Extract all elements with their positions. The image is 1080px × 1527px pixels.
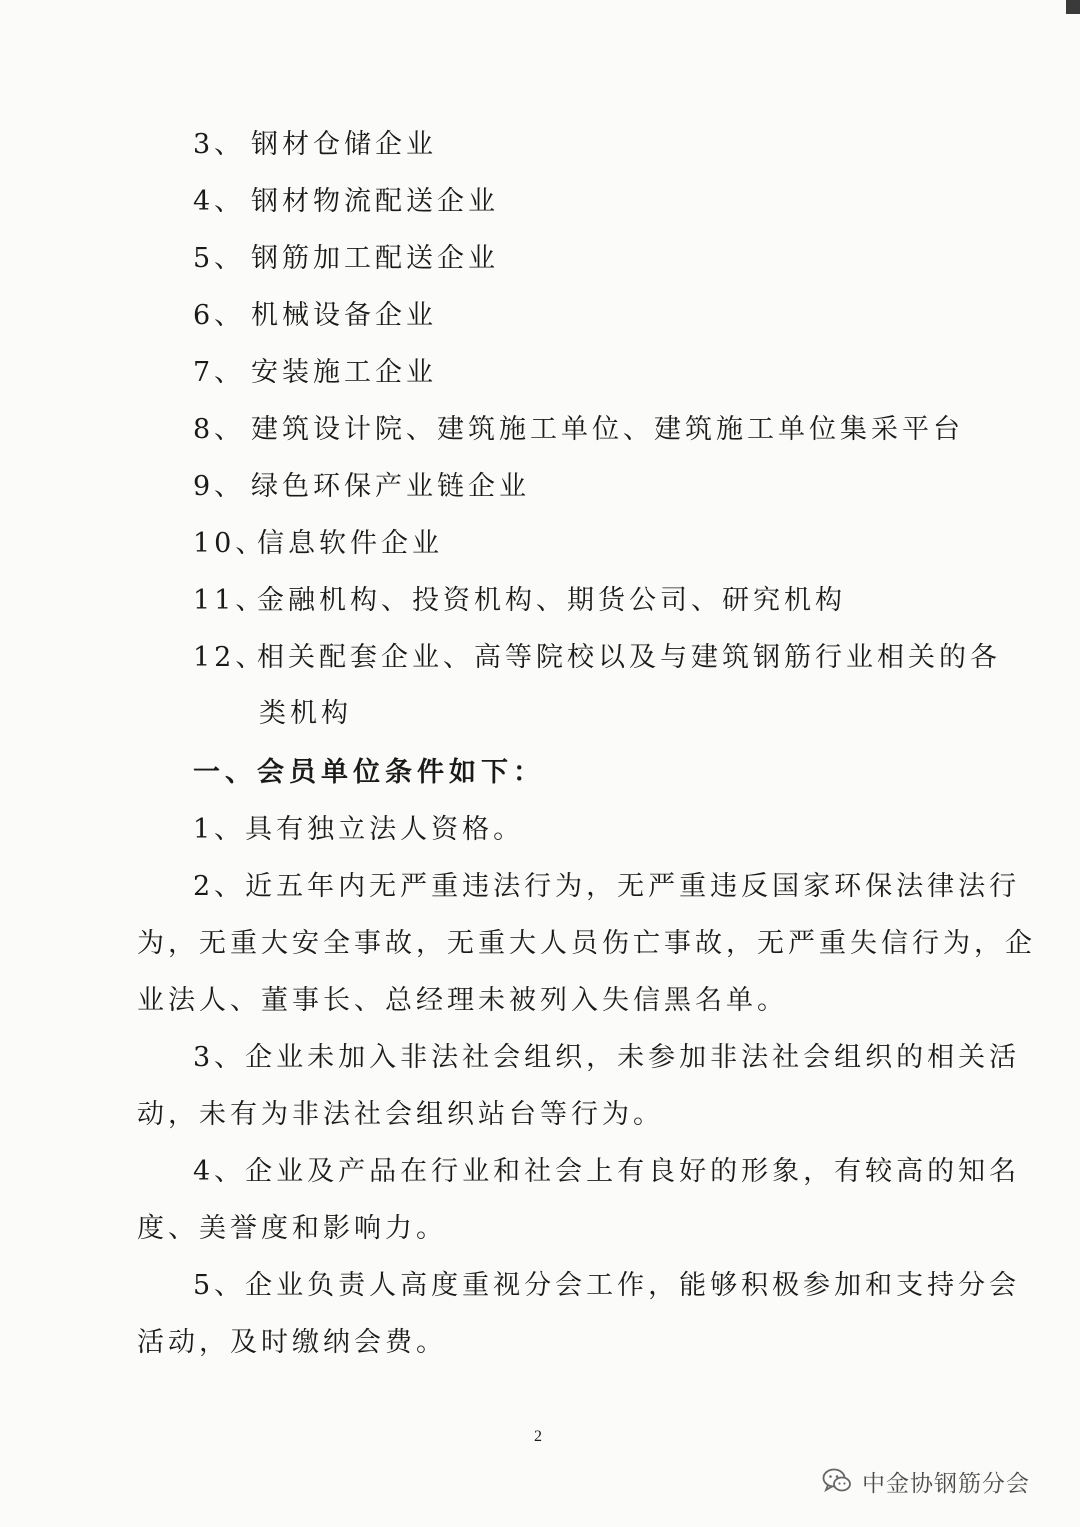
paragraph-line: 业法人、董事长、总经理未被列入失信黑名单。 [137,985,788,1016]
list-item-text: 绿色环保产业链企业 [251,471,530,502]
list-item-number: 9、 [193,471,246,502]
list-item [193,128,437,162]
paragraph-line: 3、企业未加入非法社会组织，未参加非法社会组织的相关活 [193,1042,1021,1073]
list-item-text: 机械设备企业 [251,300,437,331]
paragraph-line: 2、近五年内无严重违法行为，无严重违反国家环保法律法行 [193,871,1021,902]
list-item-number: 8、 [193,414,246,445]
wechat-icon [822,1467,852,1495]
paragraph-line: 4、企业及产品在行业和社会上有良好的形象，有较高的知名 [193,1156,1021,1187]
paragraph-line: 5、企业负责人高度重视分会工作，能够积极参加和支持分会 [193,1270,1021,1301]
list-item-number: 7、 [193,357,246,388]
list-item-number: 5、 [193,243,246,274]
list-item [193,641,1001,675]
scan-edge-mark [1066,0,1080,14]
paragraph-line: 1、具有独立法人资格。 [193,814,525,845]
list-item-continuation: 类机构 [259,698,352,729]
list-item [193,185,499,219]
list-item [193,527,443,561]
list-item-text: 钢筋加工配送企业 [251,243,499,274]
list-item [193,413,964,447]
watermark-text: 中金协钢筋分会 [862,1470,1030,1497]
paragraph-line: 动，未有为非法社会组织站台等行为。 [137,1099,664,1130]
list-item-number: 6、 [193,300,246,331]
list-item-text: 金融机构、投资机构、期货公司、研究机构 [257,585,846,616]
list-item [193,470,530,504]
list-item-number: 10、 [193,528,267,559]
list-item-text: 建筑设计院、建筑施工单位、建筑施工单位集采平台 [251,414,964,445]
list-item-text: 钢材仓储企业 [251,129,437,160]
paragraph-line: 活动，及时缴纳会费。 [137,1327,447,1358]
list-item-text: 安装施工企业 [251,357,437,388]
paragraph-line: 度、美誉度和影响力。 [137,1213,447,1244]
list-item [193,356,437,390]
list-item-number: 4、 [193,186,246,217]
list-item [193,584,846,618]
list-item-text: 相关配套企业、高等院校以及与建筑钢筋行业相关的各 [257,642,1001,673]
page-number: 2 [534,1428,542,1445]
watermark [822,1463,1030,1499]
list-item [193,299,437,333]
list-item-number: 12、 [193,642,267,673]
section-heading: 一、会员单位条件如下： [193,757,545,788]
paragraph-line: 为，无重大安全事故，无重大人员伤亡事故，无严重失信行为，企 [137,928,1036,959]
list-item [193,242,499,276]
list-item-text: 钢材物流配送企业 [251,186,499,217]
list-item-number: 11、 [193,585,267,616]
list-item-text: 信息软件企业 [257,528,443,559]
list-item-number: 3、 [193,129,246,160]
